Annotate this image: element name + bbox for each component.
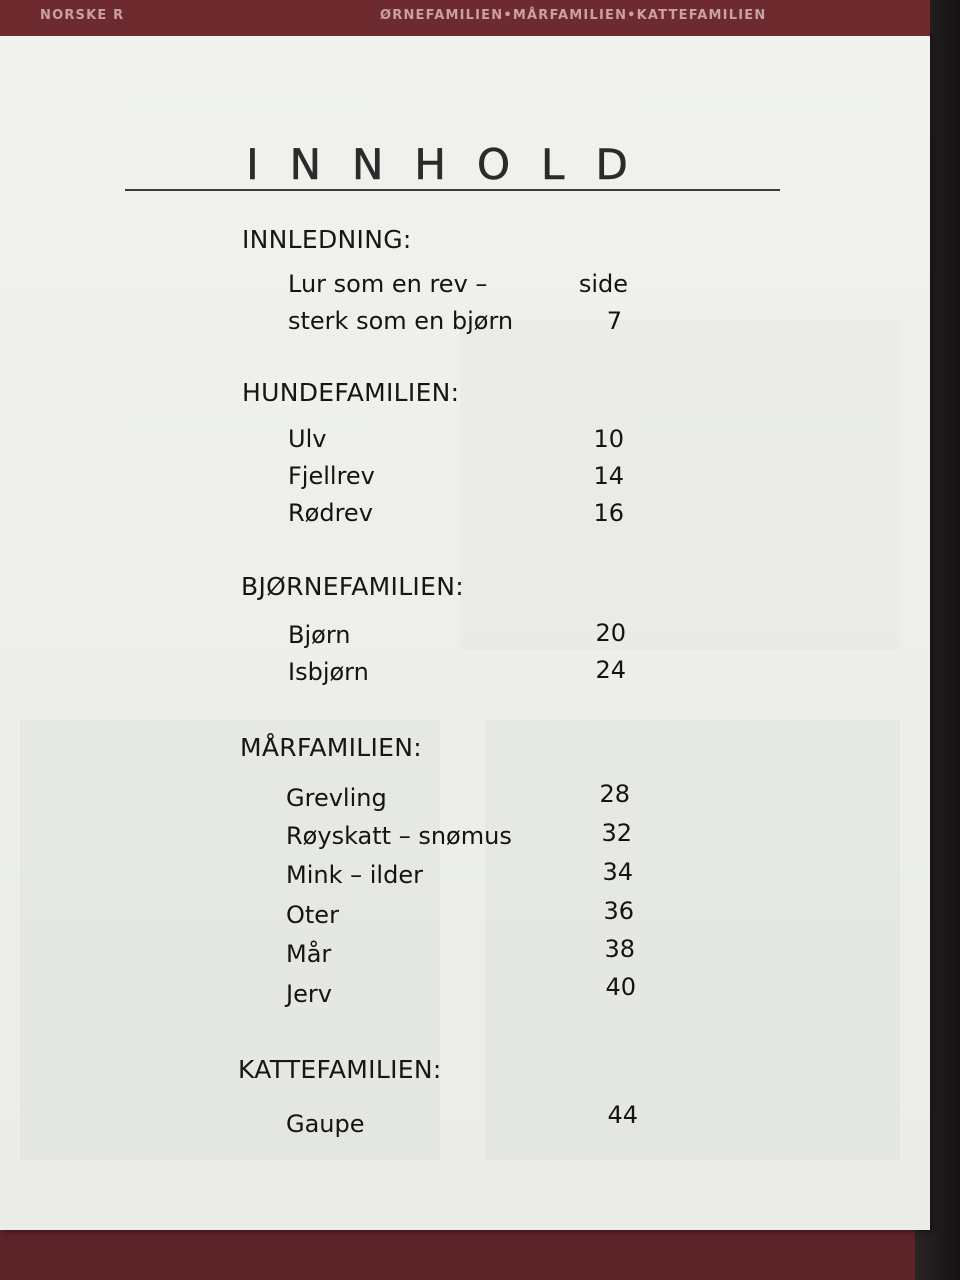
cover-edge-bottom <box>0 1228 960 1280</box>
toc-entry-page: 28 <box>599 780 630 808</box>
toc-entry-label: Mink – ilder <box>286 861 423 889</box>
section-heading-innledning: INNLEDNING: <box>242 225 412 254</box>
running-header <box>0 0 930 36</box>
toc-entry-page: 34 <box>602 858 633 886</box>
toc-entry-page: 14 <box>593 462 624 490</box>
toc-entry-label: Fjellrev <box>288 462 375 490</box>
toc-entry-page: 16 <box>593 499 624 527</box>
toc-entry-label: Lur som en rev – <box>288 270 488 298</box>
toc-entry-page: 7 <box>606 307 622 335</box>
toc-entry-label: Grevling <box>286 784 387 812</box>
show-through-text-block <box>460 320 900 650</box>
toc-entry-label: Mår <box>286 940 332 968</box>
running-header-left: NORSKE R <box>40 8 125 23</box>
show-through-image-right <box>485 720 900 1160</box>
section-heading-bjornefamilien: BJØRNEFAMILIEN: <box>241 572 464 601</box>
toc-entry-label: Røyskatt – snømus <box>286 822 512 850</box>
toc-entry-page: 10 <box>593 425 624 453</box>
contents-page <box>0 30 930 1230</box>
toc-entry-label: sterk som en bjørn <box>288 307 514 335</box>
title-wrap <box>125 142 780 188</box>
toc-entry-label: Gaupe <box>286 1110 365 1138</box>
title-underline <box>125 189 780 191</box>
section-heading-kattefamilien: KATTEFAMILIEN: <box>238 1055 442 1084</box>
page-title: INNHOLD <box>246 140 659 189</box>
section-heading-hundefamilien: HUNDEFAMILIEN: <box>242 378 460 407</box>
toc-entry-page: 38 <box>604 935 635 963</box>
toc-entry-label: Oter <box>286 901 339 929</box>
toc-entry-page: 44 <box>607 1101 638 1129</box>
toc-entry-page: 32 <box>601 819 632 847</box>
toc-entry-page: 24 <box>595 656 626 684</box>
running-header-right: ØRNEFAMILIEN•MÅRFAMILIEN•KATTEFAMILIEN <box>380 8 767 23</box>
section-heading-marfamilien: MÅRFAMILIEN: <box>240 733 422 762</box>
toc-entry-label: Rødrev <box>288 499 373 527</box>
toc-entry-page: 20 <box>595 619 626 647</box>
toc-entry-label: Jerv <box>286 980 332 1008</box>
toc-entry-page: 40 <box>605 973 636 1001</box>
toc-entry-page: 36 <box>603 897 634 925</box>
toc-entry-label: Isbjørn <box>288 658 369 686</box>
toc-entry-label: Ulv <box>288 425 327 453</box>
toc-entry-page: side <box>578 270 628 298</box>
toc-entry-label: Bjørn <box>288 621 351 649</box>
